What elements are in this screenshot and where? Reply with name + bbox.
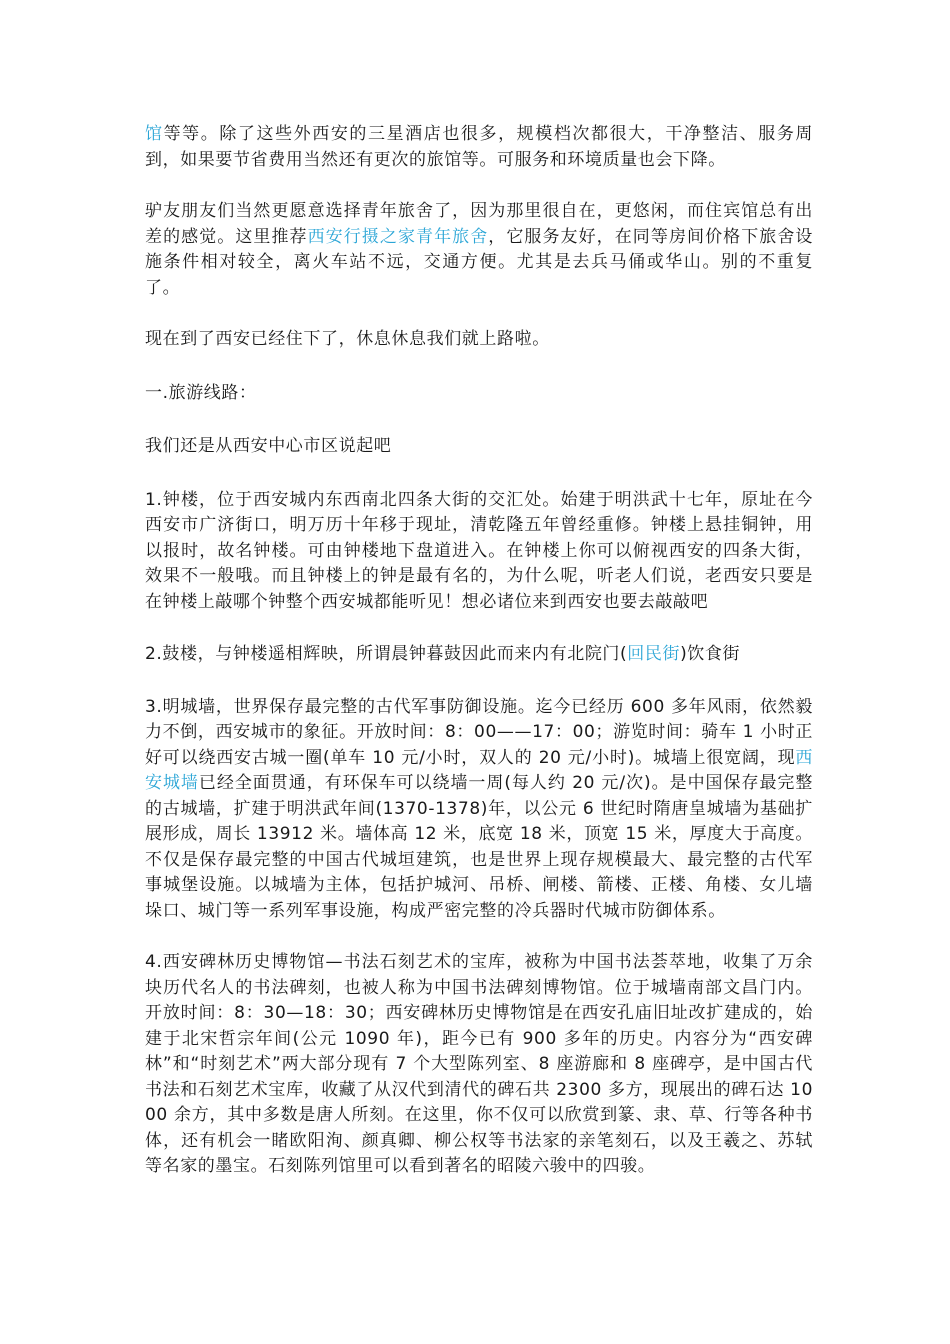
paragraph-bell-tower bbox=[145, 488, 813, 616]
paragraph-text: 已经全面贯通，有环保车可以绕墙一周(每人约 20 元/次)。是中国保存最完整的古城墙，扩建于明洪武年间(1370-1378)年，以公元 6 世纪时隋唐皇城墙为基础扩展形成，周长 13912 米。墙体高 12 米，底宽 18 米，顶宽 15 米，厚度大于高度。不仅是保存最完整的中国古代城垣建筑，也是世界上现存规模最大、最完整的古代军事城堡设施。以城墙为主体，包括护城河、吊桥、闸楼、箭楼、正楼、角楼、女儿墙垛口、城门等一系列军事设施，构成严密完整的冷兵器时代城市防御体系。 bbox=[145, 773, 813, 921]
paragraph-city-wall bbox=[145, 695, 813, 925]
section-heading-routes bbox=[145, 381, 813, 407]
document-body bbox=[145, 122, 813, 1205]
link-muslim-street[interactable]: 回民街 bbox=[627, 644, 681, 664]
paragraph-intro bbox=[145, 434, 813, 460]
paragraph-stele-forest bbox=[145, 950, 813, 1180]
link-guan[interactable]: 馆 bbox=[145, 124, 164, 144]
link-hostel[interactable]: 西安行摄之家青年旅舍 bbox=[307, 226, 489, 247]
paragraph-text: 现在到了西安已经住下了，休息休息我们就上路啦。 bbox=[145, 329, 550, 349]
paragraph-text: 3.明城墙，世界保存最完整的古代军事防御设施。迄今已经历 600 多年风雨，依然毅力不倒，西安城市的象征。开放时间：8：00——17：00；游览时间：骑车 1 小时正好可以绕西安古城一圈(单车 10 元/小时，双人的 20 元/小时)。城墙上很宽阔，现 bbox=[145, 696, 813, 768]
paragraph-text: 驴友朋友们当然更愿意选择青年旅舍了，因为那里很自在，更悠闲，而住宾馆总有出差的感觉。这里推荐 bbox=[145, 201, 813, 247]
paragraph-text: 2.鼓楼，与钟楼遥相辉映，所谓晨钟暮鼓因此而来内有北院门( bbox=[145, 644, 628, 664]
paragraph-hostel bbox=[145, 199, 813, 301]
paragraph-text: )饮食街 bbox=[680, 644, 741, 664]
paragraph-rest bbox=[145, 327, 813, 353]
paragraph-text: 我们还是从西安中心市区说起吧 bbox=[145, 436, 392, 456]
paragraph-text: ，它服务友好，在同等房间价格下旅舍设施条件相对较全，离火车站不远，交通方便。尤其是去兵马俑或华山。别的不重复了。 bbox=[145, 226, 814, 298]
heading-text: 一.旅游线路： bbox=[145, 382, 257, 403]
paragraph-hotels bbox=[145, 122, 813, 173]
paragraph-text: 1.钟楼，位于西安城内东西南北四条大街的交汇处。始建于明洪武十七年，原址在今西安市广济街口，明万历十年移于现址，清乾隆五年曾经重修。钟楼上悬挂铜钟，用以报时，故名钟楼。可由钟楼地下盘道进入。在钟楼上你可以俯视西安的四条大街，效果不一般哦。而且钟楼上的钟是最有名的，为什么呢，听老人们说，老西安只要是在钟楼上敲哪个钟整个西安城都能听见！想必诸位来到西安也要去敲敲吧 bbox=[145, 489, 813, 612]
link-city-wall[interactable]: 西安城墙 bbox=[145, 747, 813, 793]
paragraph-drum-tower bbox=[145, 642, 813, 668]
paragraph-text: 等等。除了这些外西安的三星酒店也很多，规模档次都很大，干净整洁、服务周到，如果要节省费用当然还有更次的旅馆等。可服务和环境质量也会下降。 bbox=[145, 124, 813, 170]
paragraph-text: 4.西安碑林历史博物馆—书法石刻艺术的宝库，被称为中国书法荟萃地，收集了万余块历代名人的书法碑刻，也被人称为中国书法碑刻博物馆。位于城墙南部文昌门内。开放时间：8：30—18：30；西安碑林历史博物馆是在西安孔庙旧址改扩建成的，始建于北宋哲宗年间(公元 1090 年)，距今已有 900 多年的历史。内容分为“西安碑林”和“时刻艺术”两大部分现有 7 个大型陈列室、8 座游廊和 8 座碑亭，是中国古代书法和石刻艺术宝库，收藏了从汉代到清代的碑石共 2300 多方，现展出的碑石达 1000 余方，其中多数是唐人所刻。在这里，你不仅可以欣赏到篆、隶、草、行等各种书体，还有机会一睹欧阳洵、颜真卿、柳公权等书法家的亲笔刻石，以及王羲之、苏轼等名家的墨宝。石刻陈列馆里可以看到著名的昭陵六骏中的四骏。 bbox=[145, 952, 813, 1176]
